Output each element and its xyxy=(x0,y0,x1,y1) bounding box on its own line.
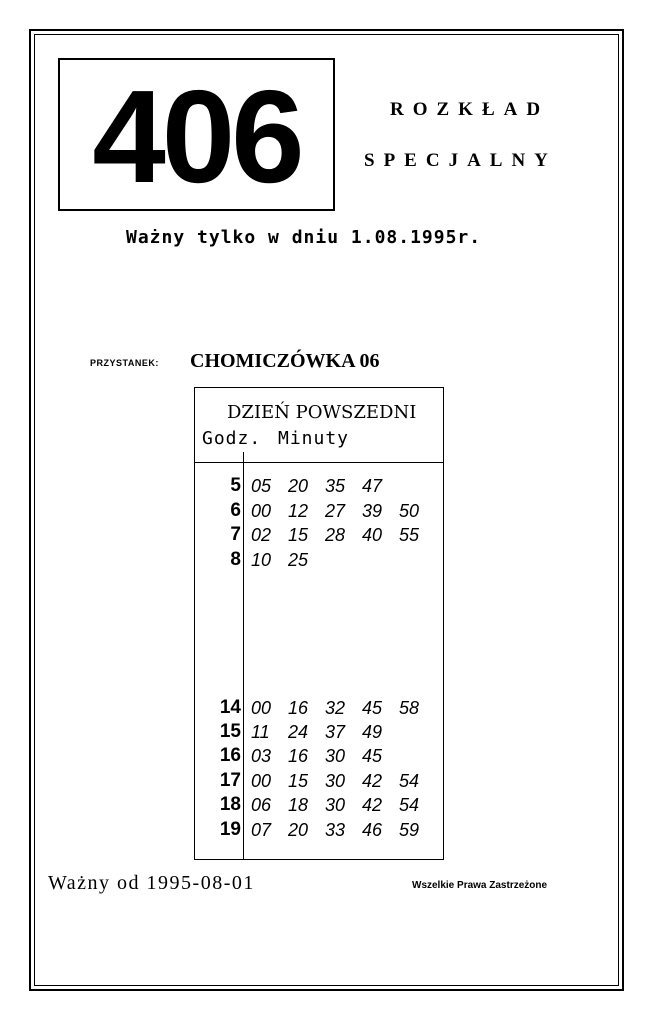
minute-cell: 00 xyxy=(251,698,272,718)
minute-cell: 10 xyxy=(251,550,272,570)
hour-cell: 16 xyxy=(219,745,241,766)
minute-cell: 11 xyxy=(251,722,270,742)
minute-cell: 45 xyxy=(362,698,383,718)
minute-cell: 39 xyxy=(362,501,383,521)
minute-cell: 42 xyxy=(362,795,383,815)
hour-cell: 18 xyxy=(219,794,241,815)
minute-cell: 37 xyxy=(325,722,346,742)
hour-cell: 6 xyxy=(230,500,241,521)
minute-cell: 30 xyxy=(325,771,346,791)
timetable-row xyxy=(195,769,443,793)
hour-cell: 17 xyxy=(219,770,241,791)
hour-cell: 19 xyxy=(219,819,241,840)
day-type-heading: DZIEŃ POWSZEDNI xyxy=(227,402,417,423)
timetable xyxy=(194,387,444,860)
hour-cell: 15 xyxy=(219,721,241,742)
hour-column-header: Godz. xyxy=(202,428,262,449)
minute-cell: 33 xyxy=(325,820,346,840)
minute-cell: 32 xyxy=(325,698,346,718)
minute-cell: 07 xyxy=(251,820,272,840)
minute-cell: 16 xyxy=(288,698,309,718)
minute-cell: 49 xyxy=(362,722,383,742)
minutes-column-header: Minuty xyxy=(278,428,350,449)
timetable-row xyxy=(195,696,443,720)
copyright-note: Wszelkie Prawa Zastrzeżone xyxy=(412,880,548,891)
timetable-row xyxy=(195,548,443,572)
minute-cell: 27 xyxy=(325,501,346,521)
minute-cell: 06 xyxy=(251,795,272,815)
minute-cell: 54 xyxy=(399,795,420,815)
timetable-row xyxy=(195,818,443,842)
minute-cell: 25 xyxy=(288,550,309,570)
minute-cell: 59 xyxy=(399,820,420,840)
hour-cell: 7 xyxy=(230,524,241,545)
minute-cell: 15 xyxy=(288,525,309,545)
title-line-2: SPECJALNY xyxy=(364,150,557,171)
minute-cell: 03 xyxy=(251,746,272,766)
minute-cell: 15 xyxy=(288,771,309,791)
validity-note: Ważny tylko w dniu 1.08.1995r. xyxy=(126,227,482,248)
minute-cell: 30 xyxy=(325,795,346,815)
stop-name: CHOMICZÓWKA 06 xyxy=(190,350,380,372)
minute-cell: 54 xyxy=(399,771,420,791)
minute-cell: 35 xyxy=(325,476,346,496)
timetable-row xyxy=(195,793,443,817)
line-number-box xyxy=(58,58,335,211)
minute-cell: 55 xyxy=(399,525,420,545)
hour-cell: 5 xyxy=(230,475,241,496)
line-number: 406 xyxy=(92,62,301,210)
timetable-row xyxy=(195,499,443,523)
minute-cell: 18 xyxy=(288,795,309,815)
minute-cell: 40 xyxy=(362,525,383,545)
minute-cell: 45 xyxy=(362,746,383,766)
valid-from-note: Ważny od 1995-08-01 xyxy=(48,872,255,894)
minute-cell: 24 xyxy=(288,722,309,742)
minute-cell: 28 xyxy=(325,525,346,545)
stop-label: PRZYSTANEK: xyxy=(90,358,159,368)
minute-cell: 00 xyxy=(251,501,272,521)
hour-cell: 14 xyxy=(219,697,241,718)
timetable-row xyxy=(195,720,443,744)
title-line-1: ROZKŁAD xyxy=(390,99,550,120)
minute-cell: 16 xyxy=(288,746,309,766)
minute-cell: 05 xyxy=(251,476,272,496)
hour-cell: 8 xyxy=(230,549,241,570)
minute-cell: 20 xyxy=(288,476,309,496)
timetable-row xyxy=(195,523,443,547)
minute-cell: 47 xyxy=(362,476,383,496)
minute-cell: 58 xyxy=(399,698,420,718)
timetable-rows xyxy=(195,388,443,859)
minute-cell: 30 xyxy=(325,746,346,766)
minute-cell: 12 xyxy=(288,501,309,521)
minute-cell: 20 xyxy=(288,820,309,840)
timetable-row xyxy=(195,474,443,498)
timetable-row xyxy=(195,744,443,768)
minute-cell: 50 xyxy=(399,501,420,521)
minute-cell: 46 xyxy=(362,820,383,840)
minute-cell: 42 xyxy=(362,771,383,791)
minute-cell: 02 xyxy=(251,525,272,545)
minute-cell: 00 xyxy=(251,771,272,791)
